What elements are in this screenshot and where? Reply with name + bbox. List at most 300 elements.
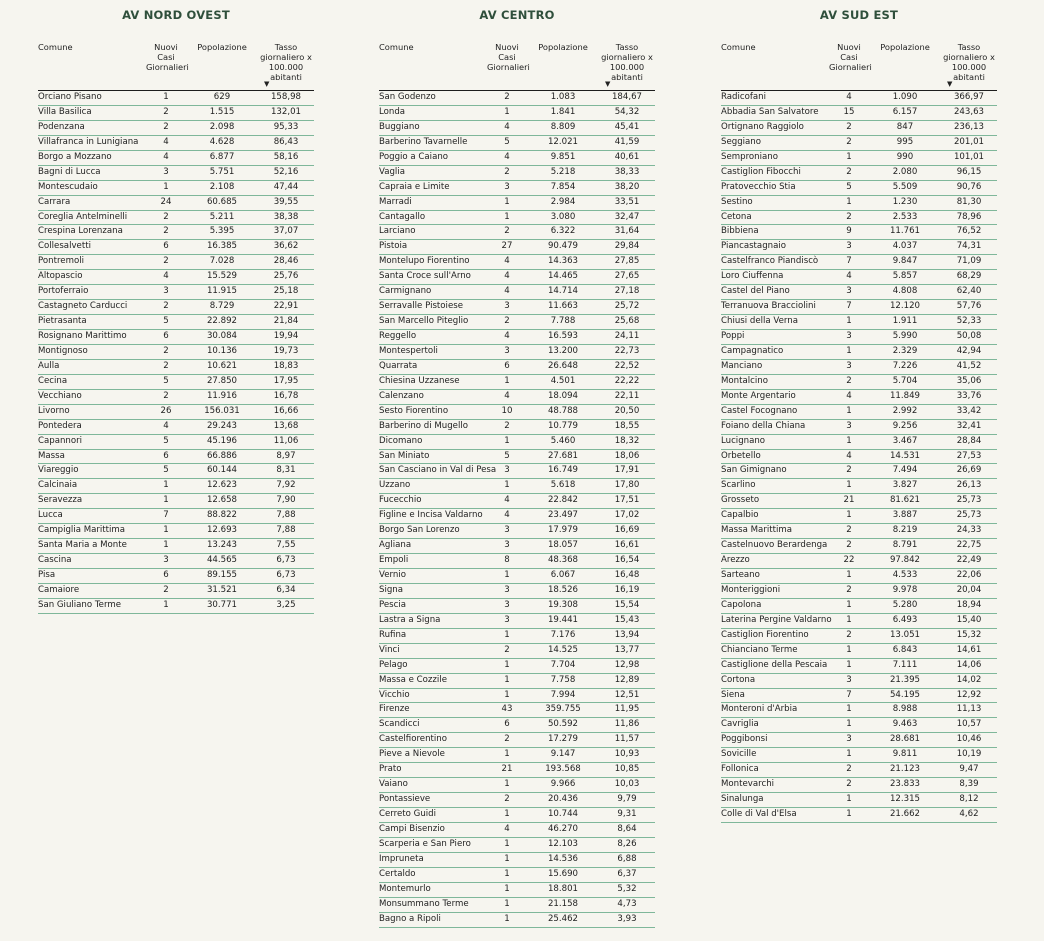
cell-comune: Seggiano	[721, 136, 762, 147]
cell-comune: Montalcino	[721, 375, 768, 386]
cell-nuovi-casi: 5	[504, 450, 510, 461]
cell-nuovi-casi: 1	[846, 599, 852, 610]
cell-comune: Sesto Fiorentino	[379, 405, 449, 416]
table-row	[721, 808, 997, 823]
cell-tasso: 4,62	[959, 809, 979, 819]
cell-comune: Montemurlo	[379, 883, 431, 894]
table-row	[379, 584, 655, 599]
cell-tasso: 8,26	[617, 838, 637, 849]
panel-1	[379, 0, 655, 928]
table-row	[379, 270, 655, 285]
cell-tasso: 71,09	[956, 256, 982, 267]
table-row	[721, 420, 997, 435]
header-nuovi-casi[interactable]: Nuovi Casi Giornalieri	[487, 42, 530, 72]
table-row	[721, 106, 997, 121]
cell-nuovi-casi: 3	[504, 599, 510, 610]
cell-popolazione: 17.279	[547, 734, 579, 745]
cell-comune: Bibbiena	[721, 226, 759, 237]
cell-comune: Grosseto	[721, 495, 760, 506]
cell-tasso: 27,65	[614, 271, 640, 282]
cell-comune: Poggibonsi	[721, 734, 768, 745]
cell-comune: Rosignano Marittimo	[38, 331, 127, 341]
table-row	[721, 196, 997, 211]
table-row	[379, 285, 655, 300]
cell-nuovi-casi: 2	[846, 136, 852, 147]
cell-popolazione: 6.877	[209, 151, 235, 162]
header-tasso[interactable]: Tasso giornaliero x 100.000 abitanti	[601, 42, 653, 82]
cell-tasso: 15,54	[614, 599, 640, 610]
sort-down-icon[interactable]: ▼	[264, 80, 270, 88]
table-row	[38, 360, 314, 375]
table-row	[38, 315, 314, 330]
cell-tasso: 40,61	[614, 151, 640, 162]
cell-comune: Follonica	[721, 764, 759, 775]
table-row	[721, 91, 997, 106]
table-row	[721, 554, 997, 569]
cell-tasso: 22,22	[614, 375, 640, 386]
cell-nuovi-casi: 1	[504, 375, 510, 386]
cell-comune: Monsummano Terme	[379, 898, 469, 909]
table-row	[379, 479, 655, 494]
cell-tasso: 25,18	[273, 286, 299, 297]
cell-tasso: 11,95	[614, 704, 640, 715]
cell-popolazione: 14.363	[547, 256, 579, 267]
cell-nuovi-casi: 2	[846, 629, 852, 640]
cell-tasso: 21,84	[273, 316, 299, 327]
cell-popolazione: 156.031	[204, 405, 240, 416]
cell-nuovi-casi: 6	[163, 570, 169, 580]
cell-comune: Empoli	[379, 555, 409, 566]
cell-nuovi-casi: 5	[163, 465, 169, 476]
cell-popolazione: 12.623	[206, 480, 238, 491]
cell-comune: Borgo San Lorenzo	[379, 525, 460, 536]
cell-nuovi-casi: 1	[163, 92, 169, 102]
cell-nuovi-casi: 4	[846, 450, 852, 461]
cell-nuovi-casi: 2	[504, 420, 510, 431]
cell-nuovi-casi: 1	[846, 435, 852, 446]
table-row	[379, 823, 655, 838]
table-row	[38, 435, 314, 450]
cell-nuovi-casi: 22	[843, 555, 855, 566]
cell-tasso: 33,76	[956, 390, 982, 401]
table-row	[379, 793, 655, 808]
cell-tasso: 41,59	[614, 136, 640, 147]
header-comune[interactable]: Comune	[38, 42, 73, 52]
table-row	[38, 255, 314, 270]
cell-popolazione: 6.067	[550, 570, 576, 580]
cell-tasso: 11,86	[614, 719, 640, 730]
cell-comune: Campiglia Marittima	[38, 525, 126, 536]
table-row	[38, 554, 314, 569]
header-popolazione[interactable]: Popolazione	[197, 42, 247, 52]
cell-comune: Massa	[38, 450, 65, 461]
cell-comune: Cantagallo	[379, 211, 426, 222]
cell-nuovi-casi: 1	[846, 196, 852, 207]
cell-tasso: 18,55	[614, 420, 640, 431]
cell-comune: Cortona	[721, 674, 756, 685]
table-row	[721, 390, 997, 405]
cell-comune: Campagnatico	[721, 345, 784, 356]
cell-nuovi-casi: 1	[163, 495, 169, 506]
cell-nuovi-casi: 4	[163, 136, 169, 147]
cell-comune: Manciano	[721, 360, 763, 371]
cell-nuovi-casi: 2	[846, 540, 852, 551]
cell-nuovi-casi: 1	[846, 794, 852, 805]
cell-comune: Prato	[379, 764, 402, 775]
cell-tasso: 25,68	[614, 316, 640, 327]
cell-nuovi-casi: 1	[846, 719, 852, 730]
cell-popolazione: 48.368	[547, 555, 579, 566]
table-row	[379, 390, 655, 405]
cell-comune: Vecchiano	[38, 390, 82, 401]
table-row	[379, 375, 655, 390]
header-nuovi-casi[interactable]: Nuovi Casi Giornalieri	[146, 42, 189, 72]
cell-tasso: 27,53	[956, 450, 982, 461]
cell-popolazione: 23.497	[547, 510, 579, 521]
cell-nuovi-casi: 1	[504, 853, 510, 864]
cell-tasso: 76,52	[956, 226, 982, 237]
cell-nuovi-casi: 1	[846, 614, 852, 625]
cell-popolazione: 4.628	[209, 136, 235, 147]
cell-tasso: 62,40	[956, 286, 982, 297]
cell-nuovi-casi: 6	[163, 331, 169, 341]
cell-popolazione: 2.098	[209, 121, 235, 132]
cell-nuovi-casi: 1	[504, 868, 510, 879]
cell-nuovi-casi: 5	[163, 375, 169, 386]
cell-nuovi-casi: 1	[504, 211, 510, 222]
cell-popolazione: 5.211	[209, 211, 235, 222]
table-row	[379, 778, 655, 793]
table-row	[721, 121, 997, 136]
table-row	[379, 405, 655, 420]
cell-tasso: 86,43	[273, 136, 299, 147]
cell-tasso: 7,92	[276, 480, 296, 491]
cell-tasso: 68,29	[956, 271, 982, 282]
table-row	[38, 181, 314, 196]
table-row	[38, 106, 314, 121]
cell-comune: Fucecchio	[379, 495, 422, 506]
cell-nuovi-casi: 1	[504, 809, 510, 819]
cell-tasso: 26,13	[956, 480, 982, 491]
table-row	[721, 315, 997, 330]
cell-nuovi-casi: 4	[163, 271, 169, 282]
cell-tasso: 158,98	[270, 92, 302, 102]
cell-nuovi-casi: 1	[504, 749, 510, 760]
cell-nuovi-casi: 2	[846, 166, 852, 177]
panel-title: AV NORD OVEST	[122, 8, 230, 22]
cell-comune: Viareggio	[38, 465, 79, 476]
cell-nuovi-casi: 1	[163, 599, 169, 610]
table-row	[721, 464, 997, 479]
cell-comune: Abbadia San Salvatore	[721, 106, 819, 117]
cell-comune: Chiesina Uzzanese	[379, 375, 460, 386]
cell-nuovi-casi: 1	[846, 480, 852, 491]
table-row	[721, 285, 997, 300]
table-row	[379, 913, 655, 928]
cell-nuovi-casi: 1	[846, 809, 852, 819]
table-row	[721, 614, 997, 629]
cell-nuovi-casi: 4	[846, 390, 852, 401]
cell-nuovi-casi: 4	[163, 151, 169, 162]
sort-down-icon[interactable]: ▼	[947, 80, 953, 88]
cell-comune: Scarlino	[721, 480, 756, 491]
cell-popolazione: 6.493	[892, 614, 918, 625]
table-row	[721, 136, 997, 151]
cell-popolazione: 8.791	[892, 540, 918, 551]
cell-nuovi-casi: 7	[846, 689, 852, 700]
table-row	[379, 211, 655, 226]
cell-tasso: 6,34	[276, 584, 296, 595]
cell-tasso: 12,92	[956, 689, 982, 700]
cell-nuovi-casi: 1	[163, 540, 169, 551]
cell-popolazione: 28.681	[889, 734, 921, 745]
cell-tasso: 201,01	[953, 136, 985, 147]
cell-comune: Capolona	[721, 599, 762, 610]
table-row	[38, 196, 314, 211]
cell-popolazione: 14.465	[547, 271, 579, 282]
cell-nuovi-casi: 1	[504, 674, 510, 685]
cell-tasso: 42,94	[956, 345, 982, 356]
header-nuovi-casi[interactable]: Nuovi Casi Giornalieri	[829, 42, 872, 72]
cell-comune: Massa e Cozzile	[379, 674, 447, 685]
cell-popolazione: 5.751	[209, 166, 235, 177]
cell-popolazione: 30.771	[206, 599, 238, 610]
cell-comune: Sinalunga	[721, 794, 764, 805]
cell-tasso: 95,33	[273, 121, 299, 132]
cell-tasso: 11,06	[273, 435, 299, 446]
cell-nuovi-casi: 5	[846, 181, 852, 192]
cell-popolazione: 45.196	[206, 435, 238, 446]
cell-tasso: 32,41	[956, 420, 982, 431]
cell-comune: Collesalvetti	[38, 241, 91, 252]
cell-nuovi-casi: 4	[504, 331, 510, 341]
cell-comune: Marradi	[379, 196, 412, 207]
table-row	[379, 599, 655, 614]
cell-comune: Pisa	[38, 570, 56, 580]
table-row	[38, 136, 314, 151]
cell-comune: Castelfranco Piandiscò	[721, 256, 819, 267]
cell-popolazione: 12.693	[206, 525, 238, 536]
table-row	[379, 255, 655, 270]
cell-tasso: 37,07	[273, 226, 299, 237]
cell-comune: Pratovecchio Stia	[721, 181, 796, 192]
cell-popolazione: 12.315	[889, 794, 921, 805]
cell-nuovi-casi: 9	[846, 226, 852, 237]
table-row	[379, 136, 655, 151]
cell-comune: Orbetello	[721, 450, 761, 461]
cell-comune: Foiano della Chiana	[721, 420, 806, 431]
cell-nuovi-casi: 3	[504, 465, 510, 476]
cell-tasso: 18,06	[614, 450, 640, 461]
cell-nuovi-casi: 4	[846, 271, 852, 282]
header-tasso[interactable]: Tasso giornaliero x 100.000 abitanti	[260, 42, 312, 82]
cell-comune: Londa	[379, 106, 406, 117]
header-comune[interactable]: Comune	[721, 42, 756, 52]
cell-comune: San Casciano in Val di Pesa	[379, 465, 497, 476]
table-row	[721, 718, 997, 733]
table-row	[379, 868, 655, 883]
cell-popolazione: 21.123	[889, 764, 921, 775]
cell-popolazione: 88.822	[206, 510, 238, 521]
cell-comune: Rufina	[379, 629, 407, 640]
cell-comune: Cecina	[38, 375, 68, 386]
cell-popolazione: 9.811	[892, 749, 918, 760]
cell-tasso: 132,01	[270, 106, 302, 117]
cell-comune: Pontremoli	[38, 256, 84, 267]
table-row	[721, 450, 997, 465]
cell-popolazione: 89.155	[206, 570, 238, 580]
cell-nuovi-casi: 4	[846, 92, 852, 102]
cell-tasso: 8,39	[959, 779, 979, 790]
column-header-row	[379, 30, 655, 90]
table-row	[721, 211, 997, 226]
cell-tasso: 27,85	[614, 256, 640, 267]
cell-comune: Cetona	[721, 211, 752, 222]
cell-tasso: 16,48	[614, 570, 640, 580]
table-row	[721, 360, 997, 375]
cell-comune: Orciano Pisano	[38, 92, 102, 102]
table-row	[721, 405, 997, 420]
cell-popolazione: 6.322	[550, 226, 576, 237]
table-row	[721, 599, 997, 614]
cell-comune: Chiusi della Verna	[721, 316, 798, 327]
cell-nuovi-casi: 3	[163, 555, 169, 566]
cell-tasso: 24,11	[614, 331, 640, 341]
header-popolazione[interactable]: Popolazione	[538, 42, 588, 52]
cell-comune: Cerreto Guidi	[379, 809, 436, 819]
cell-tasso: 35,06	[956, 375, 982, 386]
cell-comune: Coreglia Antelminelli	[38, 211, 128, 222]
cell-tasso: 6,37	[617, 868, 637, 879]
table-row	[721, 435, 997, 450]
cell-tasso: 17,80	[614, 480, 640, 491]
cell-popolazione: 7.176	[550, 629, 576, 640]
table-row	[38, 166, 314, 181]
cell-popolazione: 30.084	[206, 331, 238, 341]
cell-tasso: 17,95	[273, 375, 299, 386]
cell-popolazione: 48.788	[547, 405, 579, 416]
table-row	[721, 509, 997, 524]
cell-popolazione: 21.158	[547, 898, 579, 909]
table-row	[721, 345, 997, 360]
cell-nuovi-casi: 2	[163, 256, 169, 267]
cell-nuovi-casi: 2	[163, 360, 169, 371]
cell-popolazione: 81.621	[889, 495, 921, 506]
cell-nuovi-casi: 1	[846, 704, 852, 715]
cell-nuovi-casi: 2	[163, 211, 169, 222]
cell-popolazione: 7.854	[550, 181, 576, 192]
table-row	[379, 718, 655, 733]
table-row	[379, 614, 655, 629]
table-row	[38, 584, 314, 599]
cell-nuovi-casi: 2	[163, 301, 169, 312]
cell-popolazione: 11.663	[547, 301, 579, 312]
cell-comune: Carrara	[38, 196, 71, 207]
cell-tasso: 17,51	[614, 495, 640, 506]
cell-comune: Campi Bisenzio	[379, 823, 445, 834]
cell-tasso: 74,31	[956, 241, 982, 252]
cell-nuovi-casi: 1	[163, 480, 169, 491]
table-row	[721, 181, 997, 196]
cell-popolazione: 10.136	[206, 345, 238, 356]
cell-popolazione: 21.662	[889, 809, 921, 819]
cell-nuovi-casi: 1	[504, 883, 510, 894]
cell-popolazione: 26.648	[547, 360, 579, 371]
cell-nuovi-casi: 2	[163, 226, 169, 237]
cell-tasso: 33,51	[614, 196, 640, 207]
cell-popolazione: 4.533	[892, 570, 918, 580]
cell-comune: Quarrata	[379, 360, 418, 371]
cell-nuovi-casi: 27	[501, 241, 513, 252]
sort-down-icon[interactable]: ▼	[605, 80, 611, 88]
cell-nuovi-casi: 4	[504, 510, 510, 521]
cell-tasso: 6,73	[276, 555, 296, 566]
cell-comune: Barberino di Mugello	[379, 420, 469, 431]
cell-popolazione: 359.755	[545, 704, 581, 715]
cell-nuovi-casi: 15	[843, 106, 855, 117]
header-comune[interactable]: Comune	[379, 42, 414, 52]
cell-nuovi-casi: 3	[504, 540, 510, 551]
cell-popolazione: 18.526	[547, 584, 579, 595]
cell-popolazione: 90.479	[547, 241, 579, 252]
cell-popolazione: 4.037	[892, 241, 918, 252]
cell-tasso: 13,77	[614, 644, 640, 655]
cell-nuovi-casi: 26	[160, 405, 172, 416]
cell-popolazione: 6.157	[892, 106, 918, 117]
header-tasso[interactable]: Tasso giornaliero x 100.000 abitanti	[943, 42, 995, 82]
cell-nuovi-casi: 3	[846, 674, 852, 685]
cell-comune: San Godenzo	[379, 92, 436, 102]
cell-nuovi-casi: 1	[504, 196, 510, 207]
cell-tasso: 7,88	[276, 525, 296, 536]
cell-popolazione: 11.915	[206, 286, 238, 297]
cell-nuovi-casi: 4	[504, 390, 510, 401]
cell-popolazione: 14.536	[547, 853, 579, 864]
cell-tasso: 18,94	[956, 599, 982, 610]
cell-popolazione: 11.849	[889, 390, 921, 401]
cell-comune: Pontedera	[38, 420, 82, 431]
table-row	[721, 629, 997, 644]
cell-tasso: 19,73	[273, 345, 299, 356]
cell-popolazione: 3.887	[892, 510, 918, 521]
table-row	[379, 659, 655, 674]
cell-tasso: 22,52	[614, 360, 640, 371]
table-row	[379, 91, 655, 106]
cell-tasso: 9,47	[959, 764, 979, 775]
cell-tasso: 11,57	[614, 734, 640, 745]
cell-comune: Vernio	[379, 570, 406, 580]
cell-nuovi-casi: 1	[504, 106, 510, 117]
cell-comune: Firenze	[379, 704, 410, 715]
cell-comune: Vicchio	[379, 689, 410, 700]
cell-popolazione: 21.395	[889, 674, 921, 685]
cell-nuovi-casi: 2	[846, 121, 852, 132]
table-row	[38, 121, 314, 136]
cell-tasso: 25,73	[956, 495, 982, 506]
table-row	[721, 166, 997, 181]
cell-tasso: 101,01	[953, 151, 985, 162]
cell-popolazione: 1.515	[209, 106, 235, 117]
cell-popolazione: 10.744	[547, 809, 579, 819]
cell-tasso: 39,55	[273, 196, 299, 207]
cell-popolazione: 19.441	[547, 614, 579, 625]
cell-comune: Montespertoli	[379, 345, 438, 356]
header-popolazione[interactable]: Popolazione	[880, 42, 930, 52]
cell-popolazione: 46.270	[547, 823, 579, 834]
cell-popolazione: 16.749	[547, 465, 579, 476]
table-row	[38, 390, 314, 405]
table-row	[38, 420, 314, 435]
